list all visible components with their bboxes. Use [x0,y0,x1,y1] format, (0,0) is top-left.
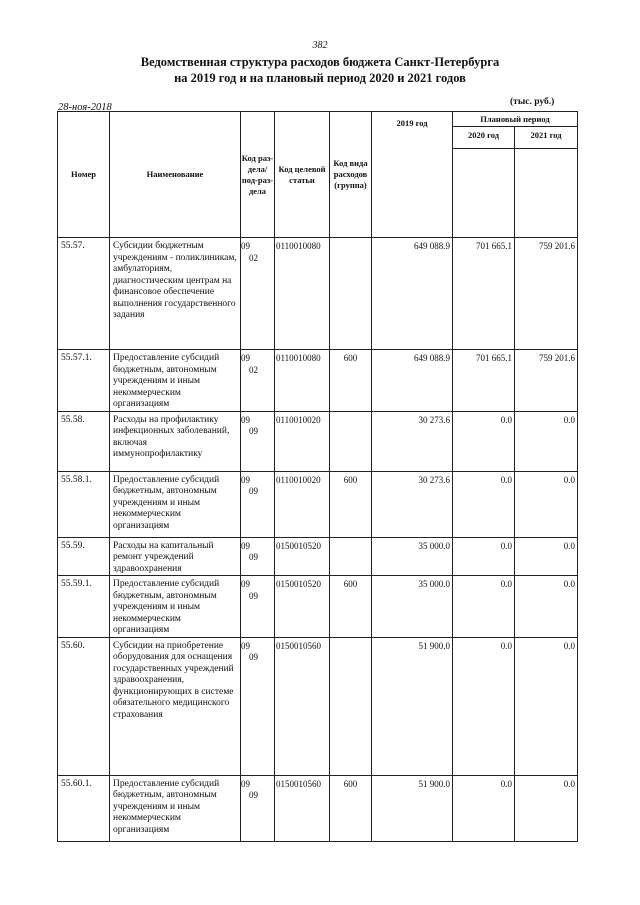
row-target-code: 0150010520 [275,537,330,576]
document-date: 28-ноя-2018 [58,102,112,113]
row-subsection: 09 [249,652,258,662]
row-section: 09 [241,540,250,551]
header-name: Наименование [110,112,241,238]
row-amount-2020: 701 665.1 [453,238,515,350]
units-label: (тыс. руб.) [510,97,555,107]
header-plan-period: Плановый период [453,112,578,127]
row-name: Предоставление субсидий бюджетным, автономным учреждениям и иным некоммерческим организациям [110,775,241,841]
row-amount-2020: 0.0 [453,471,515,537]
row-subsection: 09 [249,790,258,800]
header-2019: 2019 год [372,112,453,238]
row-name: Субсидии на приобретение оборудования для оснащения государственных учреждений здравоохранения, функционирующих в системе обязательного медицинского страхования [110,637,241,775]
header-spacer-2021 [515,149,578,238]
row-section-code [241,637,275,775]
row-amount-2019: 649 088.9 [372,238,453,350]
row-amount-2021: 0.0 [515,775,578,841]
row-amount-2021: 0.0 [515,471,578,537]
row-group-code: 600 [330,471,372,537]
row-name: Расходы на профилактику инфекционных заболеваний, включая иммунопрофилактику [110,411,241,471]
row-section-code [241,411,275,471]
row-amount-2020: 0.0 [453,576,515,638]
table-row [58,238,578,350]
title-line-1: Ведомственная структура расходов бюджета Санкт-Петербурга [140,55,500,69]
row-amount-2021: 0.0 [515,576,578,638]
row-number: 55.59. [58,537,110,576]
row-group-code: 600 [330,350,372,412]
row-section: 09 [241,579,250,589]
row-number: 55.60. [58,637,110,775]
table-row [58,637,578,775]
row-section-code [241,537,275,576]
row-subsection: 09 [249,590,258,601]
row-amount-2020: 0.0 [453,411,515,471]
row-subsection: 09 [249,552,258,562]
table-row [58,775,578,841]
row-group-code: 600 [330,775,372,841]
row-name: Предоставление субсидий бюджетным, автономным учреждениям и иным некоммерческим организациям [110,471,241,537]
header-group: Код вида расходов (группа) [330,112,372,238]
row-section-code [241,775,275,841]
row-target-code: 0110010080 [275,350,330,412]
row-amount-2020: 0.0 [453,537,515,576]
row-target-code: 0110010020 [275,411,330,471]
row-group-code [330,238,372,350]
row-amount-2021: 759 201.6 [515,350,578,412]
row-section: 09 [241,778,250,789]
table-row [58,350,578,412]
header-number: Номер [58,112,110,238]
row-section-code [241,471,275,537]
header-target: Код целевой статьи [275,112,330,238]
row-amount-2019: 35 000.0 [372,537,453,576]
header-2020: 2020 год [453,127,515,149]
row-amount-2021: 0.0 [515,537,578,576]
row-name: Расходы на капитальный ремонт учреждений здравоохранения [110,537,241,576]
row-target-code: 0150010560 [275,775,330,841]
row-target-code: 0110010020 [275,471,330,537]
row-section: 09 [241,474,250,485]
row-target-code: 0150010560 [275,637,330,775]
table-row [58,576,578,638]
row-number: 55.58.1. [58,471,110,537]
row-amount-2019: 649 088.9 [372,350,453,412]
row-section: 09 [241,640,250,651]
row-group-code [330,537,372,576]
row-amount-2020: 0.0 [453,775,515,841]
header-section: Код раз-дела/ под-раз-дела [241,112,275,238]
row-amount-2019: 35 000.0 [372,576,453,638]
table-row [58,411,578,471]
row-section-code [241,576,275,638]
row-target-code: 0150010520 [275,576,330,638]
row-target-code: 0110010080 [275,238,330,350]
header-spacer-2020 [453,149,515,238]
budget-table [57,111,578,842]
row-amount-2019: 51 900.0 [372,637,453,775]
row-subsection: 09 [249,486,258,496]
row-amount-2019: 30 273.6 [372,471,453,537]
page-number: 382 [312,40,328,51]
row-amount-2021: 0.0 [515,411,578,471]
row-number: 55.58. [58,411,110,471]
page-title [60,54,580,86]
row-subsection: 09 [249,426,258,436]
row-group-code [330,411,372,471]
row-section: 09 [241,353,250,363]
row-amount-2019: 51 900.0 [372,775,453,841]
row-subsection: 02 [249,252,258,263]
row-group-code: 600 [330,576,372,638]
row-name: Предоставление субсидий бюджетным, автономным учреждениям и иным некоммерческим организациям [110,576,241,638]
row-name: Субсидии бюджетным учреждениям - поликлиникам, амбулаториям, диагностическим центрам на финансовое обеспечение выполнения государственного задания [110,238,241,350]
row-number: 55.59.1. [58,576,110,638]
row-section: 09 [241,241,250,251]
table-row [58,471,578,537]
row-amount-2021: 0.0 [515,637,578,775]
row-group-code [330,637,372,775]
row-section-code [241,350,275,412]
row-amount-2021: 759 201.6 [515,238,578,350]
row-amount-2020: 0.0 [453,637,515,775]
table-row [58,537,578,576]
title-line-2: на 2019 год и на плановый период 2020 и 2021 годов [174,71,466,85]
row-section-code [241,238,275,350]
header-2021: 2021 год [515,127,578,149]
row-name: Предоставление субсидий бюджетным, автономным учреждениям и иным некоммерческим организациям [110,350,241,412]
row-amount-2019: 30 273.6 [372,411,453,471]
row-section: 09 [241,414,250,425]
row-subsection: 02 [249,364,258,375]
row-number: 55.57.1. [58,350,110,412]
row-number: 55.60.1. [58,775,110,841]
row-number: 55.57. [58,238,110,350]
row-amount-2020: 701 665.1 [453,350,515,412]
